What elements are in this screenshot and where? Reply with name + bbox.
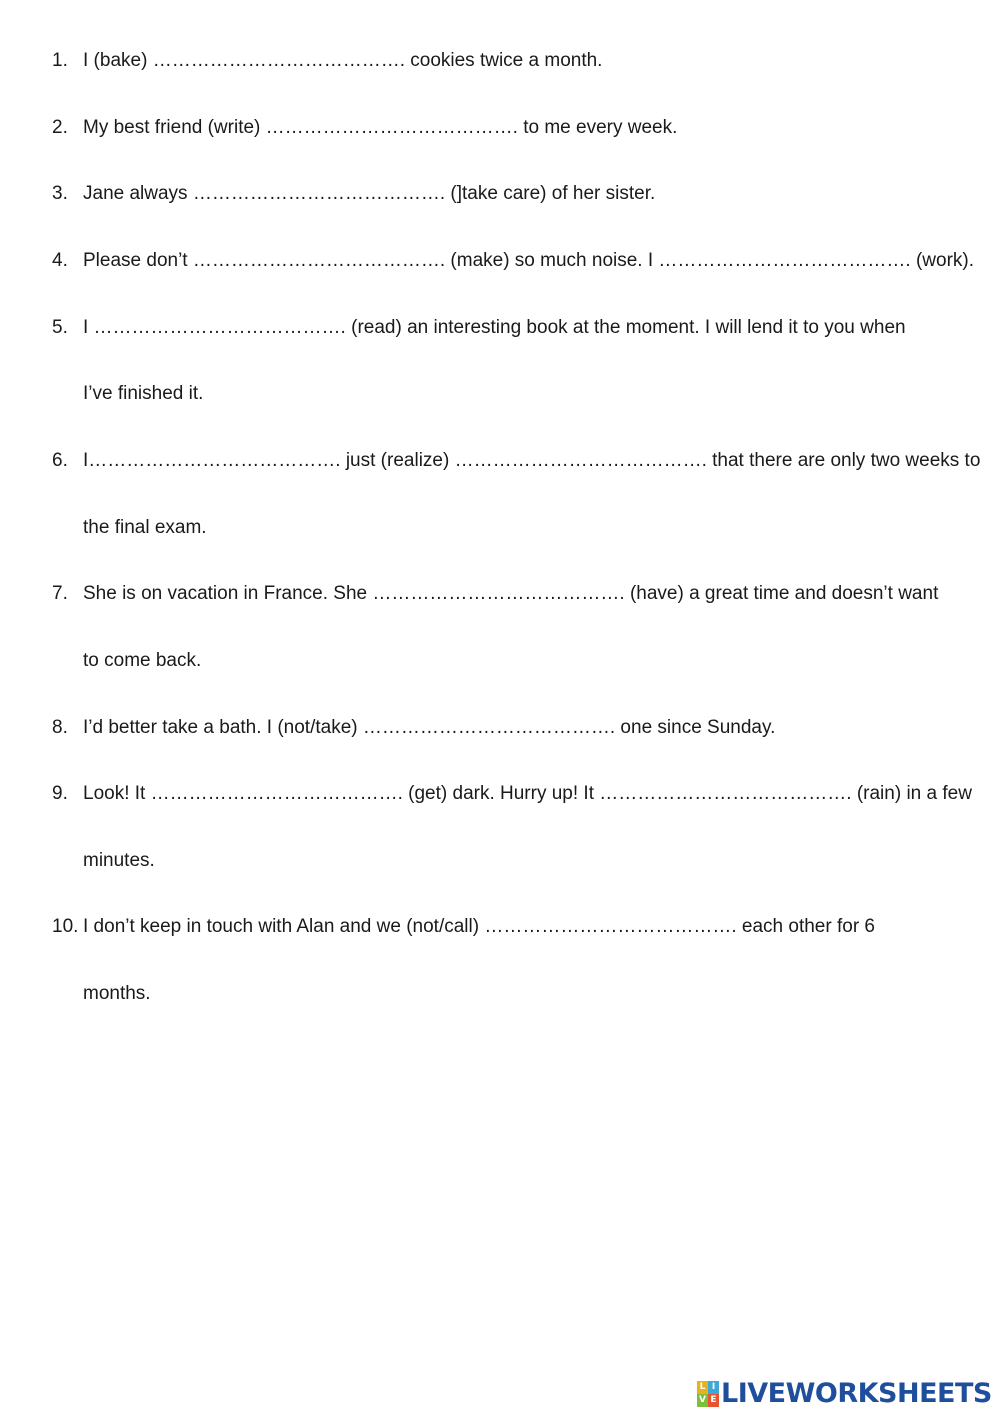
exercise-sentence-continued: months.: [83, 983, 151, 1004]
exercise-number: 10.: [52, 916, 79, 937]
exercise-sentence-continued: to come back.: [83, 650, 202, 671]
logo-mark-letter: L: [697, 1381, 708, 1394]
exercise-sentence-continued: minutes.: [83, 850, 155, 871]
exercise-sentence: My best friend (write) …………………………………. to me every week.: [83, 117, 678, 138]
liveworksheets-logo-icon: [697, 1381, 719, 1407]
exercise-number: 7.: [52, 583, 68, 604]
liveworksheets-logo: [697, 1378, 992, 1410]
exercise-sentence-continued: I’ve finished it.: [83, 383, 204, 404]
logo-mark-letter: E: [708, 1394, 719, 1407]
exercise-number: 3.: [52, 183, 68, 204]
exercise-sentence: I…………………………………. just (realize) …………………………………. that there are only two weeks to: [83, 450, 981, 471]
exercise-number: 4.: [52, 250, 68, 271]
exercise-sentence: Please don’t …………………………………. (make) so much noise. I …………………………………. (work).: [83, 250, 975, 271]
exercise-number: 1.: [52, 50, 68, 71]
exercise-number: 9.: [52, 783, 68, 804]
exercise-number: 6.: [52, 450, 68, 471]
exercise-sentence: I don’t keep in touch with Alan and we (not/call) …………………………………. each other for 6: [83, 916, 875, 937]
exercise-sentence-continued: the final exam.: [83, 517, 207, 538]
logo-mark-letter: I: [708, 1381, 719, 1394]
exercise-sentence: I …………………………………. (read) an interesting book at the moment. I will lend it to you when: [83, 317, 906, 338]
exercise-sentence: I’d better take a bath. I (not/take) …………………………………. one since Sunday.: [83, 717, 776, 738]
exercise-number: 8.: [52, 717, 68, 738]
exercise-sentence: I (bake) …………………………………. cookies twice a month.: [83, 50, 603, 71]
exercise-number: 5.: [52, 317, 68, 338]
exercise-sentence: Jane always …………………………………. (]take care) of her sister.: [83, 183, 656, 204]
exercise-number: 2.: [52, 117, 68, 138]
exercise-sentence: Look! It …………………………………. (get) dark. Hurry up! It …………………………………. (rain) in a few: [83, 783, 972, 804]
logo-text: LIVEWORKSHEETS: [721, 1378, 992, 1409]
logo-mark-letter: V: [697, 1394, 708, 1407]
exercise-sentence: She is on vacation in France. She …………………………………. (have) a great time and doesn’t want: [83, 583, 939, 604]
